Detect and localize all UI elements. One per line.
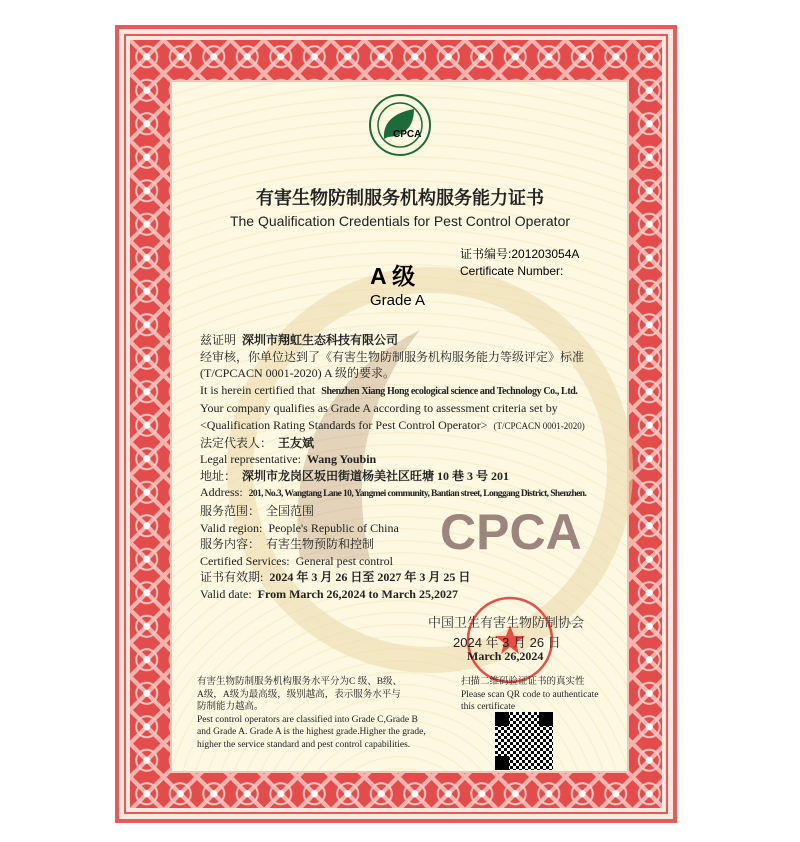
line-value: 王友斌 (278, 435, 315, 450)
note-cn-line: A级，A级为最高级，级别越高，表示服务水平与 (197, 689, 401, 700)
body-line (200, 503, 590, 520)
line-label: Valid region: (200, 520, 263, 535)
line-label: Legal representative: (200, 452, 301, 467)
line-label: Address: (200, 485, 243, 500)
cert-no-label-en: Certificate Number: (460, 264, 564, 278)
line-label: Your company qualifies as Grade A according to assessment criteria set by (200, 401, 558, 416)
body-line (200, 484, 590, 503)
line-label: 地址： (200, 468, 237, 483)
line-label: It is herein certified that (200, 382, 316, 397)
line-value: 深圳市龙岗区坂田街道杨美社区旺塘 10 巷 3 号 201 (242, 468, 510, 483)
qr-text-line: Please scan QR code to authenticate (461, 689, 599, 700)
body-line (200, 332, 590, 349)
line-value: Shenzhen Xiang Hong ecological science and Technology Co., Ltd. (321, 385, 578, 397)
line-label: 服务范围： (200, 503, 261, 518)
qr-instructions (461, 676, 598, 714)
line-label: 证书有效期: (200, 570, 264, 585)
grade-note (197, 676, 426, 752)
line-value: General pest control (295, 553, 393, 568)
line-value: People's Republic of China (268, 520, 399, 535)
body-line (200, 553, 590, 570)
title-en: The Qualification Credentials for Pest Control Operator (229, 213, 571, 229)
line-label: 兹证明 (200, 333, 237, 347)
issue-date-en: March 26,2024 (467, 649, 544, 663)
line-label: Certified Services: (200, 553, 290, 568)
logo-text: CPCA (393, 129, 422, 140)
note-en-line: higher the service standard and pest control capabilities. (197, 739, 411, 750)
line-value: 深圳市翔虹生态科技有限公司 (242, 333, 399, 347)
note-cn-line: 防制能力越高。 (197, 702, 264, 713)
line-value: From March 26,2024 to March 25,2027 (257, 586, 458, 601)
body-line (200, 435, 590, 452)
body-line (200, 365, 590, 382)
cpca-logo (368, 93, 432, 157)
issuer-name: 中国卫生有害生物防制协会 (428, 615, 585, 630)
line-value: 全国范围 (266, 503, 315, 518)
qr-text-line: this certificate (461, 702, 516, 713)
line-label: 法定代表人： (200, 435, 273, 450)
issue-date-cn: 2024 年 3 月 26 日 (453, 635, 561, 650)
line-label: <Qualification Rating Standards for Pest Control Operator> (200, 417, 488, 432)
qr-code[interactable] (495, 712, 553, 770)
line-label: Valid date: (200, 586, 252, 601)
body-line (200, 536, 590, 553)
line-value: Wang Youbin (306, 452, 377, 467)
body-line (200, 569, 590, 586)
body-line (200, 400, 590, 417)
note-en-line: Pest control operators are classified into Grade C,Grade B (197, 714, 418, 725)
cert-no-value: 201203054A (511, 247, 580, 261)
title-cn: 有害生物防制服务机构服务能力证书 (256, 188, 544, 208)
line-value: (T/CPCACN 0001-2020) (493, 420, 585, 431)
body-line (200, 382, 590, 401)
watermark-cpca: CPCA (440, 504, 582, 560)
body-line (200, 520, 590, 537)
note-en-line: and Grade A. Grade A is the highest grade.Higher the grade, (197, 727, 426, 738)
line-label: 服务内容： (200, 537, 261, 552)
line-label: (T/CPCACN 0001-2020) A 级的要求。 (200, 366, 396, 381)
certificate-body (200, 332, 590, 603)
grade-en: Grade A (370, 292, 426, 309)
body-line (200, 417, 590, 435)
cert-no-row (460, 245, 579, 262)
grade-cn: A 级 (370, 263, 416, 289)
body-line (200, 451, 590, 468)
cert-no-label: 证书编号: (460, 247, 512, 261)
line-value: 有害生物预防和控制 (266, 537, 375, 552)
line-value: 2024 年 3 月 26 日至 2027 年 3 月 25 日 (269, 570, 471, 585)
note-cn-line: 有害生物防制服务机构服务水平分为C 级、B级、 (197, 677, 403, 687)
line-label: 经审核，你单位达到了《有害生物防制服务机构服务能力等级评定》标准 (200, 349, 585, 364)
body-line (200, 468, 590, 485)
line-value: 201, No.3, Wangtang Lane 10, Yangmei community, Bantian street, Longgang District, Shenzhen. (248, 489, 587, 500)
body-line (200, 349, 590, 366)
qr-text-line: 扫描二维码验证证书的真实性 (461, 677, 585, 687)
